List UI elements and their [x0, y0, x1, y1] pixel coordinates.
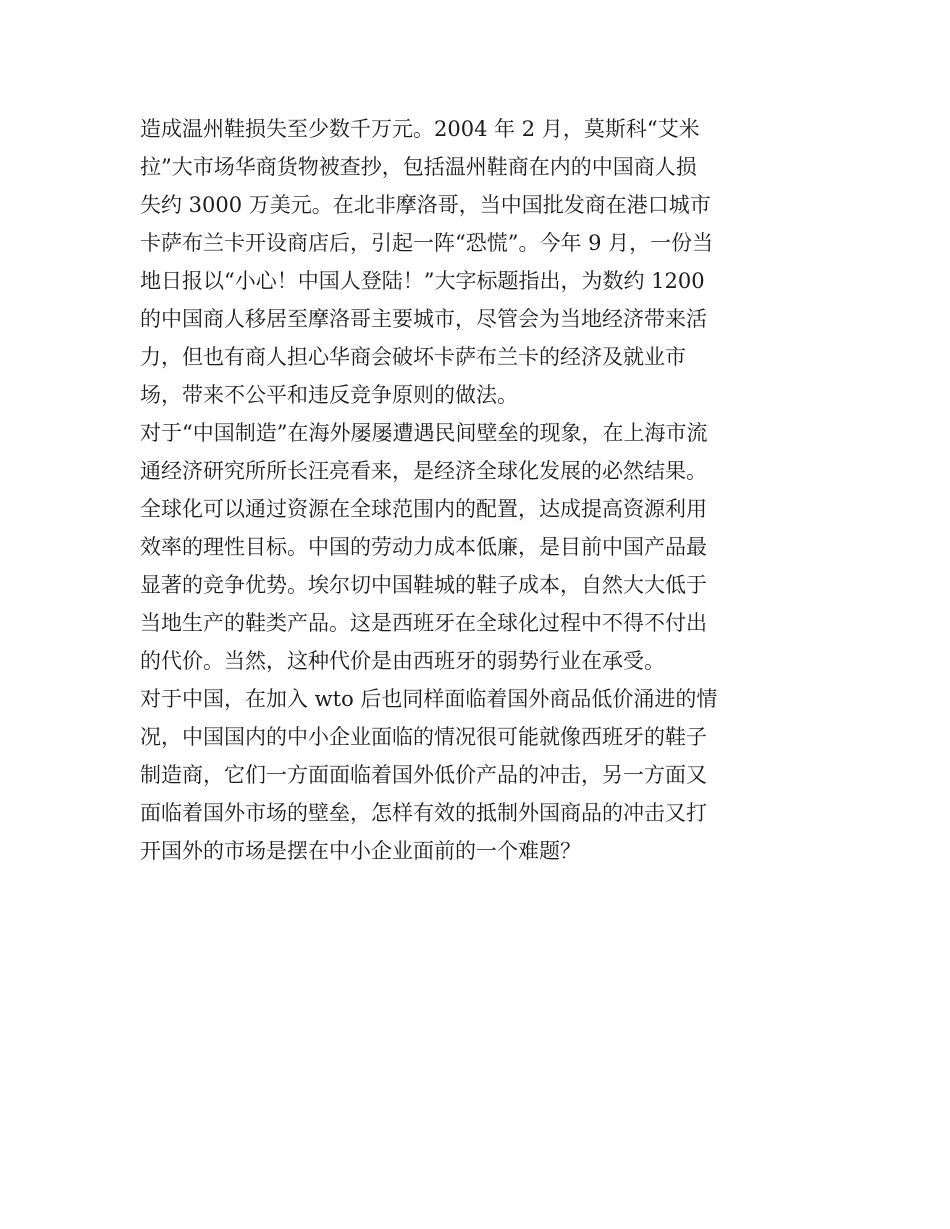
text-line: 拉”大市场华商货物被查抄，包括温州鞋商在内的中国商人损 — [140, 155, 697, 179]
text-line: 通经济研究所所长汪亮看来，是经济全球化发展的必然结果。 — [140, 459, 707, 483]
text-line: 面临着国外市场的壁垒，怎样有效的抵制外国商品的冲击又打 — [140, 801, 707, 825]
text-line: 场，带来不公平和违反竞争原则的做法。 — [140, 383, 518, 407]
text-line: 开国外的市场是摆在中小企业面前的一个难题？ — [140, 839, 581, 863]
document-body-text — [140, 110, 820, 870]
text-line: 造成温州鞋损失至少数千万元。2004 年 2 月，莫斯科“艾米 — [140, 117, 700, 141]
text-line: 全球化可以通过资源在全球范围内的配置，达成提高资源利用 — [140, 497, 707, 521]
text-line: 地日报以“小心！中国人登陆！”大字标题指出，为数约 1200 — [140, 269, 705, 293]
text-line: 力，但也有商人担心华商会破坏卡萨布兰卡的经济及就业市 — [140, 345, 686, 369]
text-line: 的中国商人移居至摩洛哥主要城市，尽管会为当地经济带来活 — [140, 307, 707, 331]
text-line: 卡萨布兰卡开设商店后，引起一阵“恐慌”。今年 9 月，一份当 — [140, 231, 714, 255]
text-line: 制造商，它们一方面面临着国外低价产品的冲击，另一方面又 — [140, 763, 707, 787]
text-line: 当地生产的鞋类产品。这是西班牙在全球化过程中不得不付出 — [140, 611, 707, 635]
text-line: 对于“中国制造”在海外屡屡遭遇民间壁垒的现象，在上海市流 — [140, 421, 708, 445]
text-line: 对于中国，在加入 wto 后也同样面临着国外商品低价涌进的情 — [140, 687, 718, 711]
text-line: 的代价。当然，这种代价是由西班牙的弱势行业在承受。 — [140, 649, 665, 673]
text-line: 况，中国国内的中小企业面临的情况很可能就像西班牙的鞋子 — [140, 725, 707, 749]
text-line: 效率的理性目标。中国的劳动力成本低廉，是目前中国产品最 — [140, 535, 707, 559]
text-line: 显著的竞争优势。埃尔切中国鞋城的鞋子成本，自然大大低于 — [140, 573, 707, 597]
text-line: 失约 3000 万美元。在北非摩洛哥，当中国批发商在港口城市 — [140, 193, 711, 217]
